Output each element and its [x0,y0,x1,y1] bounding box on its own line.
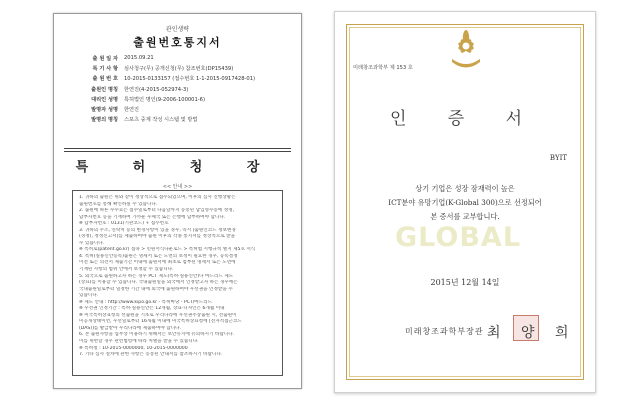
certificate-body [353,182,577,224]
body-line: 상기 기업은 성장 잠재력이 높은 [415,184,515,193]
office-name: 특 허 청 장 [75,160,280,175]
guide-line: 1. 귀하의 출원은 위와 같이 정상적으로 접수되었으며, 이후의 심사 진행상황은 [79,195,236,200]
field-row [68,115,287,125]
guide-line: ※ 특허청 : 10-2015-0000000, 10-2015-0000000 [79,345,188,351]
field-value: 특허법인 명인(9-2006-100001-6) [124,96,205,103]
guide-line: ※ 미국특허상표청의 선출원을 기초로 우리나라에 우선권주장출원 시, 선출원이 [79,312,237,318]
guide-line: 납부자번호 등을 기재하여 가까운 우체국 또는 은행에 납부하여야 합니다. [79,214,226,220]
ministry-emblem-icon [448,29,484,75]
guide-line: (DAS)]를 발급받아 우리나라에 제출하여야 합니다. [79,325,182,331]
guide-line: ※ 납부자번호 : 0131(기관코드) + 접수번호 [79,221,169,227]
field-label: 출 원 번 호 [92,76,118,83]
guide-line: 이전 또는 의견서 제출기간 이내에 출원서에 최초로 첨부된 명세서 또는 도면에 [79,260,236,266]
guide-line: 4. 특허(실용신안등록)출원은 명세서 또는 도면의 보정이 필요한 경우, 등록결정 [79,253,238,259]
guide-line: 2. 출원에 따른 수수료는 접수일로부터 다음날까지 동봉된 납입영수증에 성명, [79,208,235,214]
guide-line: ※ 우선권 인정기간 : 특허·실용신안은 12개월, 상표·디자인은 6개월 이내 [79,306,225,312]
divider [64,151,291,152]
guide-line: 있습니다. [79,293,99,299]
guide-line: 수 있습니다. [79,240,105,246]
field-label: 특 기 사 항 [92,65,118,72]
field-row [68,94,287,104]
guide-line: 7. 기타 심사 절차에 관한 사항은 동봉된 안내서를 참조하시기 바랍니다. [79,352,223,358]
guide-line: ※ 특허로(patent.go.kr) 접속 > 민원서식다운로드 > 특허법 시행규칙 별지 제5호 서식 [79,247,256,253]
field-value: 스포츠 중계 작성 시스템 및 방법 [124,117,198,124]
field-label: 발명의 명칭 [91,117,118,124]
field-value: 2015.09.21 [124,55,154,62]
guide-line: 미공개상태이면, 우선일로부터 16개월 이내에 미국특허상표청에 [전자적접근코드 [79,319,242,325]
field-label: 대리인 성명 [91,96,118,103]
guide-line: (상표)를 이용할 수 있습니다. 국내출원일을 외국에서 인정받고자 하는 경우에는 [79,280,238,286]
guide-box [72,190,283,376]
field-label: 출 원 일 자 [92,55,118,62]
field-label: 출원인 명칭 [91,86,118,93]
certificate-number: 미래창조과학부 제 153 호 [353,65,413,71]
divider [64,148,291,149]
field-row [68,53,287,63]
notice-content [62,20,293,382]
certificate-document [334,11,596,393]
field-value: 한연진 [124,107,140,114]
field-row [68,104,287,114]
certificate-title: 인 증 서 [389,109,541,129]
guide-line: 이를 위반할 경우 관련법령에 따라 처벌을 받을 수 있습니다. [79,339,199,345]
field-value: 10-2015-0133157 (접수번호 1-1-2015-0917428-01) [124,76,256,83]
guide-line: ※ 제도 안내 : http://www.kipo.go.kr - 특허마당 - PCT/마드리드 [79,299,213,305]
field-row [68,84,287,94]
field-label: 발명자 성명 [91,107,118,114]
global-watermark: GLOBAL [395,222,522,253]
guide-line: 6. 본 출원사항을 업무상 이용하기 위해서는 보안유지에 유의하시기 바랍니다. [79,332,235,338]
guide-line: 5. 외국으로 출원하고자 하는 경우 PCT 제도(특허·실용신안)나 마드리드 제도 [79,273,234,279]
guide-line: 출원번호를 통해 확인하실 수 있습니다. [79,201,158,207]
guide-header: << 안내 >> [162,184,193,190]
guide-line: 기재된 사항의 범위 안에서 보정할 수 있습니다. [79,267,174,273]
issue-date: 2015년 12월 14일 [430,278,500,287]
seal-omitted-label: 관인생략 [165,26,190,33]
guide-line: 3. 귀하의 주소, 연락처 등의 변경사항이 있을 경우, 즉시 [출원인코드 정보변경 [79,227,236,233]
field-value: 한연진(4-2015-052974-3) [124,86,189,93]
field-row [68,63,287,73]
issuer-title: 미래창조과학부장관 [405,327,484,336]
company-name: BYIT [549,154,567,162]
body-line: ICT분야 유망기업(K-Global 300)으로 선정되어 [388,198,542,207]
guide-line: (경정), 정정신고서]를 제출하여야 출원 이후의 각종 통지서를 정상적으로 받을 [79,234,236,240]
guide-line: 국내출원일로부터 일정한 기간 내에 외국에 출원하여야 우선권을 인정받을 수 [79,286,233,292]
body-line: 본 증서를 교부합니다. [430,212,500,221]
issuer-name: 최 양 희 [487,325,577,341]
field-row [68,74,287,84]
application-notice-document [53,13,302,389]
field-value: 심사청구(무) 공개신청(무) 참조번호(DP15439) [124,65,234,72]
notice-fields [68,53,287,125]
notice-title: 출원번호통지서 [133,36,222,49]
